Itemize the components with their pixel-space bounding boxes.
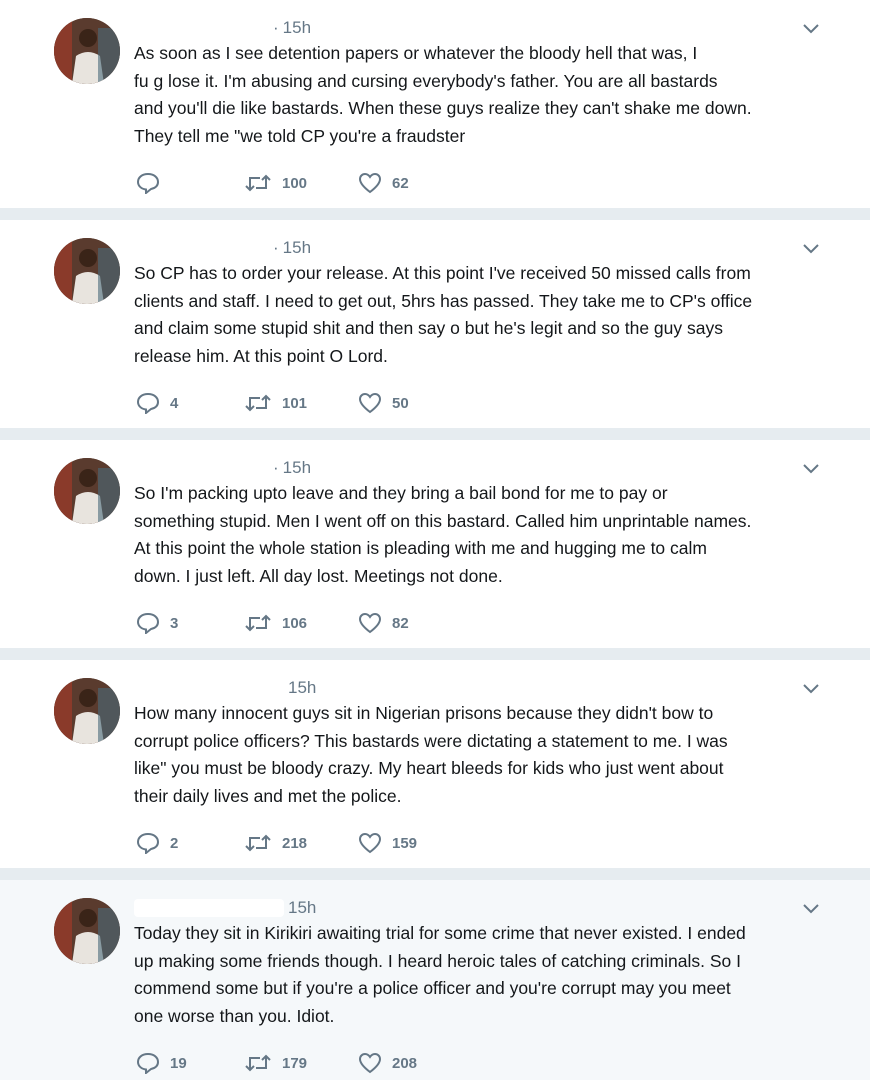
tweet-text: So I'm packing upto leave and they bring a bail bond for me to pay or something stupid. Men I went off on this bastard. Called him unprintable names. At this point the whole station is pleading with me and hugging me to calm down. I just left. All day lost. Meetings not done. — [134, 483, 752, 586]
tweet-actions — [136, 170, 448, 196]
avatar[interactable] — [54, 898, 120, 964]
reply-button[interactable] — [136, 390, 244, 416]
retweet-button[interactable] — [244, 1050, 358, 1076]
tweet-5[interactable] — [0, 880, 870, 1080]
chevron-down-icon[interactable] — [802, 242, 820, 256]
like-button[interactable] — [358, 170, 448, 196]
avatar[interactable] — [54, 238, 120, 304]
avatar[interactable] — [54, 18, 120, 84]
reply-button[interactable] — [136, 830, 244, 856]
tweet-header — [134, 236, 311, 260]
tweet-divider — [0, 868, 870, 880]
chevron-down-icon[interactable] — [802, 462, 820, 476]
retweet-icon — [244, 613, 272, 633]
reply-icon — [136, 392, 160, 414]
heart-icon — [358, 612, 382, 634]
tweet-header — [134, 456, 311, 480]
retweet-icon — [244, 393, 272, 413]
redacted-name[interactable] — [134, 239, 269, 257]
tweet-timestamp[interactable]: 15h — [288, 678, 317, 697]
like-count: 159 — [392, 834, 418, 852]
tweet-header — [134, 676, 316, 700]
like-button[interactable] — [358, 1050, 448, 1076]
tweet-4[interactable] — [0, 660, 870, 868]
tweet-header — [134, 896, 316, 920]
retweet-icon — [244, 833, 272, 853]
reply-icon — [136, 172, 160, 194]
tweet-header — [134, 16, 311, 40]
reply-button[interactable] — [136, 170, 244, 196]
reply-icon — [136, 612, 160, 634]
like-count: 62 — [392, 174, 409, 192]
redacted-name[interactable] — [134, 459, 269, 477]
tweet-timestamp[interactable]: 15h — [282, 458, 312, 477]
tweet-timestamp[interactable]: 15h — [282, 238, 312, 257]
reply-button[interactable] — [136, 610, 244, 636]
tweet-2[interactable] — [0, 220, 870, 428]
retweet-count: 218 — [282, 834, 308, 852]
tweet-1[interactable] — [0, 0, 870, 208]
retweet-button[interactable] — [244, 610, 358, 636]
tweet-actions — [136, 1050, 448, 1076]
avatar[interactable] — [54, 458, 120, 524]
reply-count: 2 — [170, 834, 179, 852]
tweet-text: So CP has to order your release. At this point I've received 50 missed calls from clients and staff. I need to get out, 5hrs has passed. They take me to CP's office and claim some stupid shit and then say o but he's legit and so the guy says release him. At this point O Lord. — [134, 263, 753, 366]
retweet-count: 101 — [282, 394, 308, 412]
chevron-down-icon[interactable] — [802, 22, 820, 36]
like-count: 82 — [392, 614, 409, 632]
retweet-button[interactable] — [244, 830, 358, 856]
chevron-down-icon[interactable] — [802, 902, 820, 916]
heart-icon — [358, 1052, 382, 1074]
like-button[interactable] — [358, 390, 448, 416]
heart-icon — [358, 392, 382, 414]
redacted-name[interactable] — [134, 679, 284, 697]
retweet-count: 106 — [282, 614, 308, 632]
tweet-timestamp[interactable]: 15h — [282, 18, 312, 37]
retweet-count: 179 — [282, 1054, 308, 1072]
reply-count: 19 — [170, 1054, 187, 1072]
tweet-divider — [0, 208, 870, 220]
chevron-down-icon[interactable] — [802, 682, 820, 696]
redacted-name[interactable] — [134, 899, 284, 917]
tweet-text: How many innocent guys sit in Nigerian prisons because they didn't bow to corrupt police officers? This bastards were dictating a statement to me. I was like" you must be bloody crazy. My heart bleeds for kids who just went about their daily lives and met the police. — [134, 703, 728, 806]
avatar[interactable] — [54, 678, 120, 744]
tweet-text: Today they sit in Kirikiri awaiting trial for some crime that never existed. I ended up making some friends though. I heard heroic tales of catching criminals. So I commend some but if you're a police officer and you're corrupt may you meet one worse than you. Idiot. — [134, 923, 746, 1026]
retweet-button[interactable] — [244, 390, 358, 416]
retweet-icon — [244, 173, 272, 193]
reply-button[interactable] — [136, 1050, 244, 1076]
separator-dot: · — [273, 458, 279, 477]
reply-count: 3 — [170, 614, 179, 632]
tweet-divider — [0, 428, 870, 440]
retweet-button[interactable] — [244, 170, 358, 196]
tweet-actions — [136, 830, 448, 856]
separator-dot: · — [273, 238, 279, 257]
retweet-count: 100 — [282, 174, 308, 192]
tweet-divider — [0, 648, 870, 660]
heart-icon — [358, 172, 382, 194]
separator-dot: · — [273, 18, 279, 37]
like-count: 50 — [392, 394, 409, 412]
tweet-actions — [136, 390, 448, 416]
redacted-name[interactable] — [134, 19, 269, 37]
like-button[interactable] — [358, 830, 448, 856]
tweet-actions — [136, 610, 448, 636]
reply-count: 4 — [170, 394, 179, 412]
tweet-text: As soon as I see detention papers or whatever the bloody hell that was, I fu g lose it. I'm abusing and cursing everybody's father. You are all bastards and you'll die like bastards. When these guys realize they can't shake me down. They tell me "we told CP you're a fraudster — [134, 43, 752, 146]
reply-icon — [136, 1052, 160, 1074]
retweet-icon — [244, 1053, 272, 1073]
like-button[interactable] — [358, 610, 448, 636]
heart-icon — [358, 832, 382, 854]
like-count: 208 — [392, 1054, 418, 1072]
tweet-3[interactable] — [0, 440, 870, 648]
reply-icon — [136, 832, 160, 854]
tweet-timestamp[interactable]: 15h — [288, 898, 317, 917]
